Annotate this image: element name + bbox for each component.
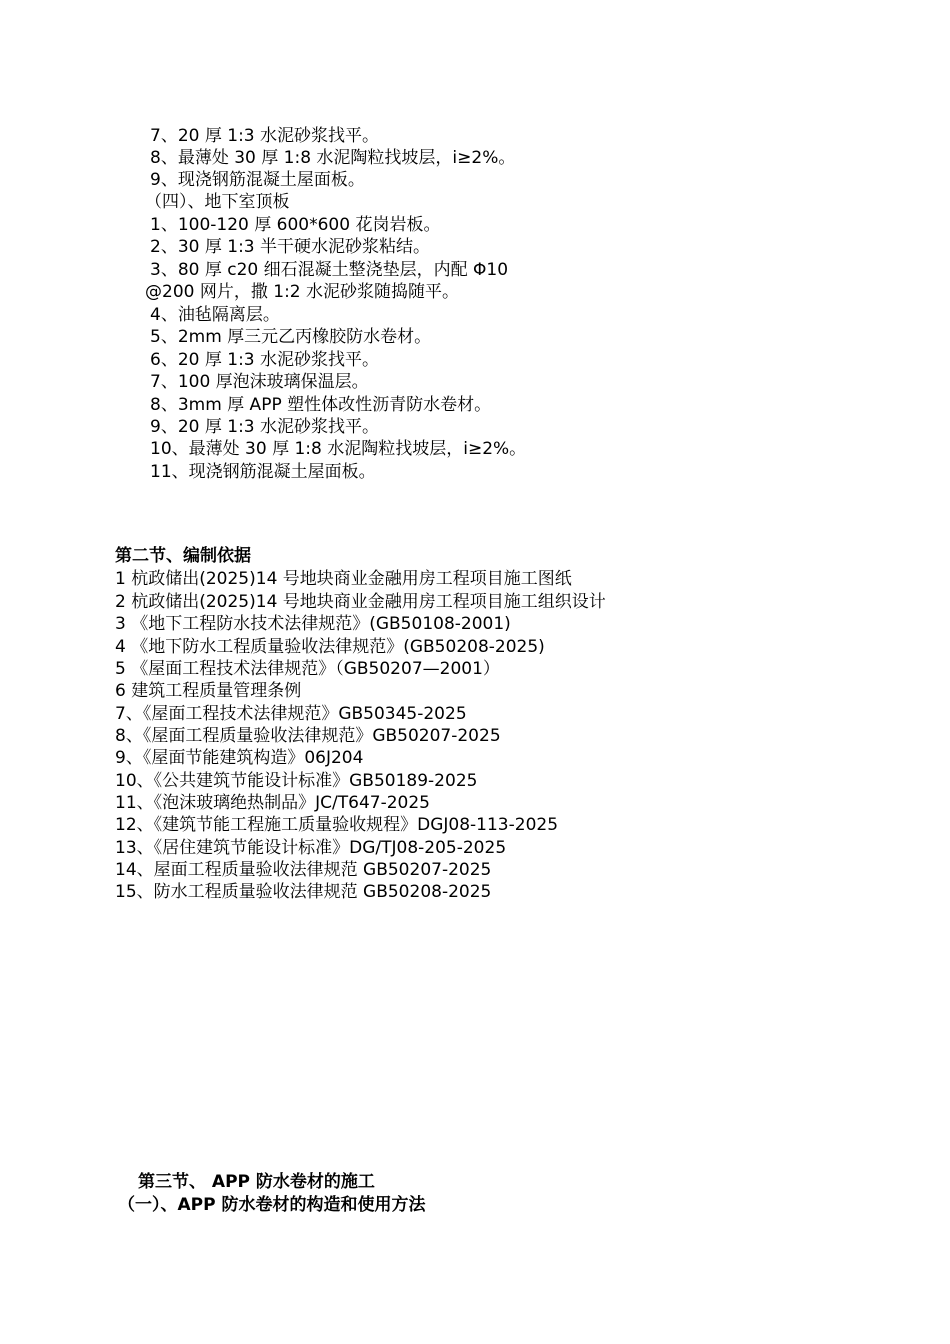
list-item: 9、《屋面节能建筑构造》06J204 <box>115 748 364 768</box>
list-item: 5 《屋面工程技术法律规范》（GB50207—2001） <box>115 659 500 679</box>
list-item: 7、《屋面工程技术法律规范》GB50345-2025 <box>115 704 467 724</box>
list-item: 6、20 厚 1:3 水泥砂浆找平。 <box>150 350 380 370</box>
list-item: 3 《地下工程防水技术法律规范》(GB50108-2001) <box>115 614 511 634</box>
list-item: 13、《居住建筑节能设计标准》DG/TJ08-205-2025 <box>115 838 507 858</box>
list-item: 12、《建筑节能工程施工质量验收规程》DGJ08-113-2025 <box>115 815 559 835</box>
subsection-title: （四）、地下室顶板 <box>145 192 290 212</box>
list-item: 4、油毡隔离层。 <box>150 305 280 325</box>
list-item: 5、2mm 厚三元乙丙橡胶防水卷材。 <box>150 327 432 347</box>
list-item: 3、80 厚 c20 细石混凝土整浇垫层，内配 Φ10 <box>150 260 509 280</box>
list-item: 10、《公共建筑节能设计标准》GB50189-2025 <box>115 771 478 791</box>
section-heading: 第三节、 APP 防水卷材的施工 <box>138 1172 375 1192</box>
list-item: 7、100 厚泡沫玻璃保温层。 <box>150 372 369 392</box>
list-item: 1、100-120 厚 600*600 花岗岩板。 <box>150 215 441 235</box>
list-item: 14、屋面工程质量验收法律规范 GB50207-2025 <box>115 860 492 880</box>
list-item: 2、30 厚 1:3 半干硬水泥砂浆粘结。 <box>150 237 431 257</box>
list-item: 9、现浇钢筋混凝土屋面板。 <box>150 170 365 190</box>
list-item: 11、现浇钢筋混凝土屋面板。 <box>150 462 376 482</box>
list-item: 8、《屋面工程质量验收法律规范》GB50207-2025 <box>115 726 501 746</box>
list-item: 1 杭政储出(2025)14 号地块商业金融用房工程项目施工图纸 <box>115 569 572 589</box>
subsection-heading: （一）、APP 防水卷材的构造和使用方法 <box>118 1195 426 1215</box>
list-item: 7、20 厚 1:3 水泥砂浆找平。 <box>150 126 380 146</box>
list-item: 11、《泡沫玻璃绝热制品》JC/T647-2025 <box>115 793 430 813</box>
list-item: 6 建筑工程质量管理条例 <box>115 681 302 701</box>
section-heading: 第二节、编制依据 <box>115 546 251 566</box>
list-item: 2 杭政储出(2025)14 号地块商业金融用房工程项目施工组织设计 <box>115 592 606 612</box>
list-item: 4 《地下防水工程质量验收法律规范》(GB50208-2025) <box>115 637 545 657</box>
list-item: @200 网片，撒 1:2 水泥砂浆随捣随平。 <box>145 282 460 302</box>
list-item: 15、防水工程质量验收法律规范 GB50208-2025 <box>115 882 492 902</box>
list-item: 9、20 厚 1:3 水泥砂浆找平。 <box>150 417 380 437</box>
list-item: 10、最薄处 30 厚 1:8 水泥陶粒找坡层，i≥2%。 <box>150 439 527 459</box>
list-item: 8、最薄处 30 厚 1:8 水泥陶粒找坡层，i≥2%。 <box>150 148 516 168</box>
list-item: 8、3mm 厚 APP 塑性体改性沥青防水卷材。 <box>150 395 492 415</box>
